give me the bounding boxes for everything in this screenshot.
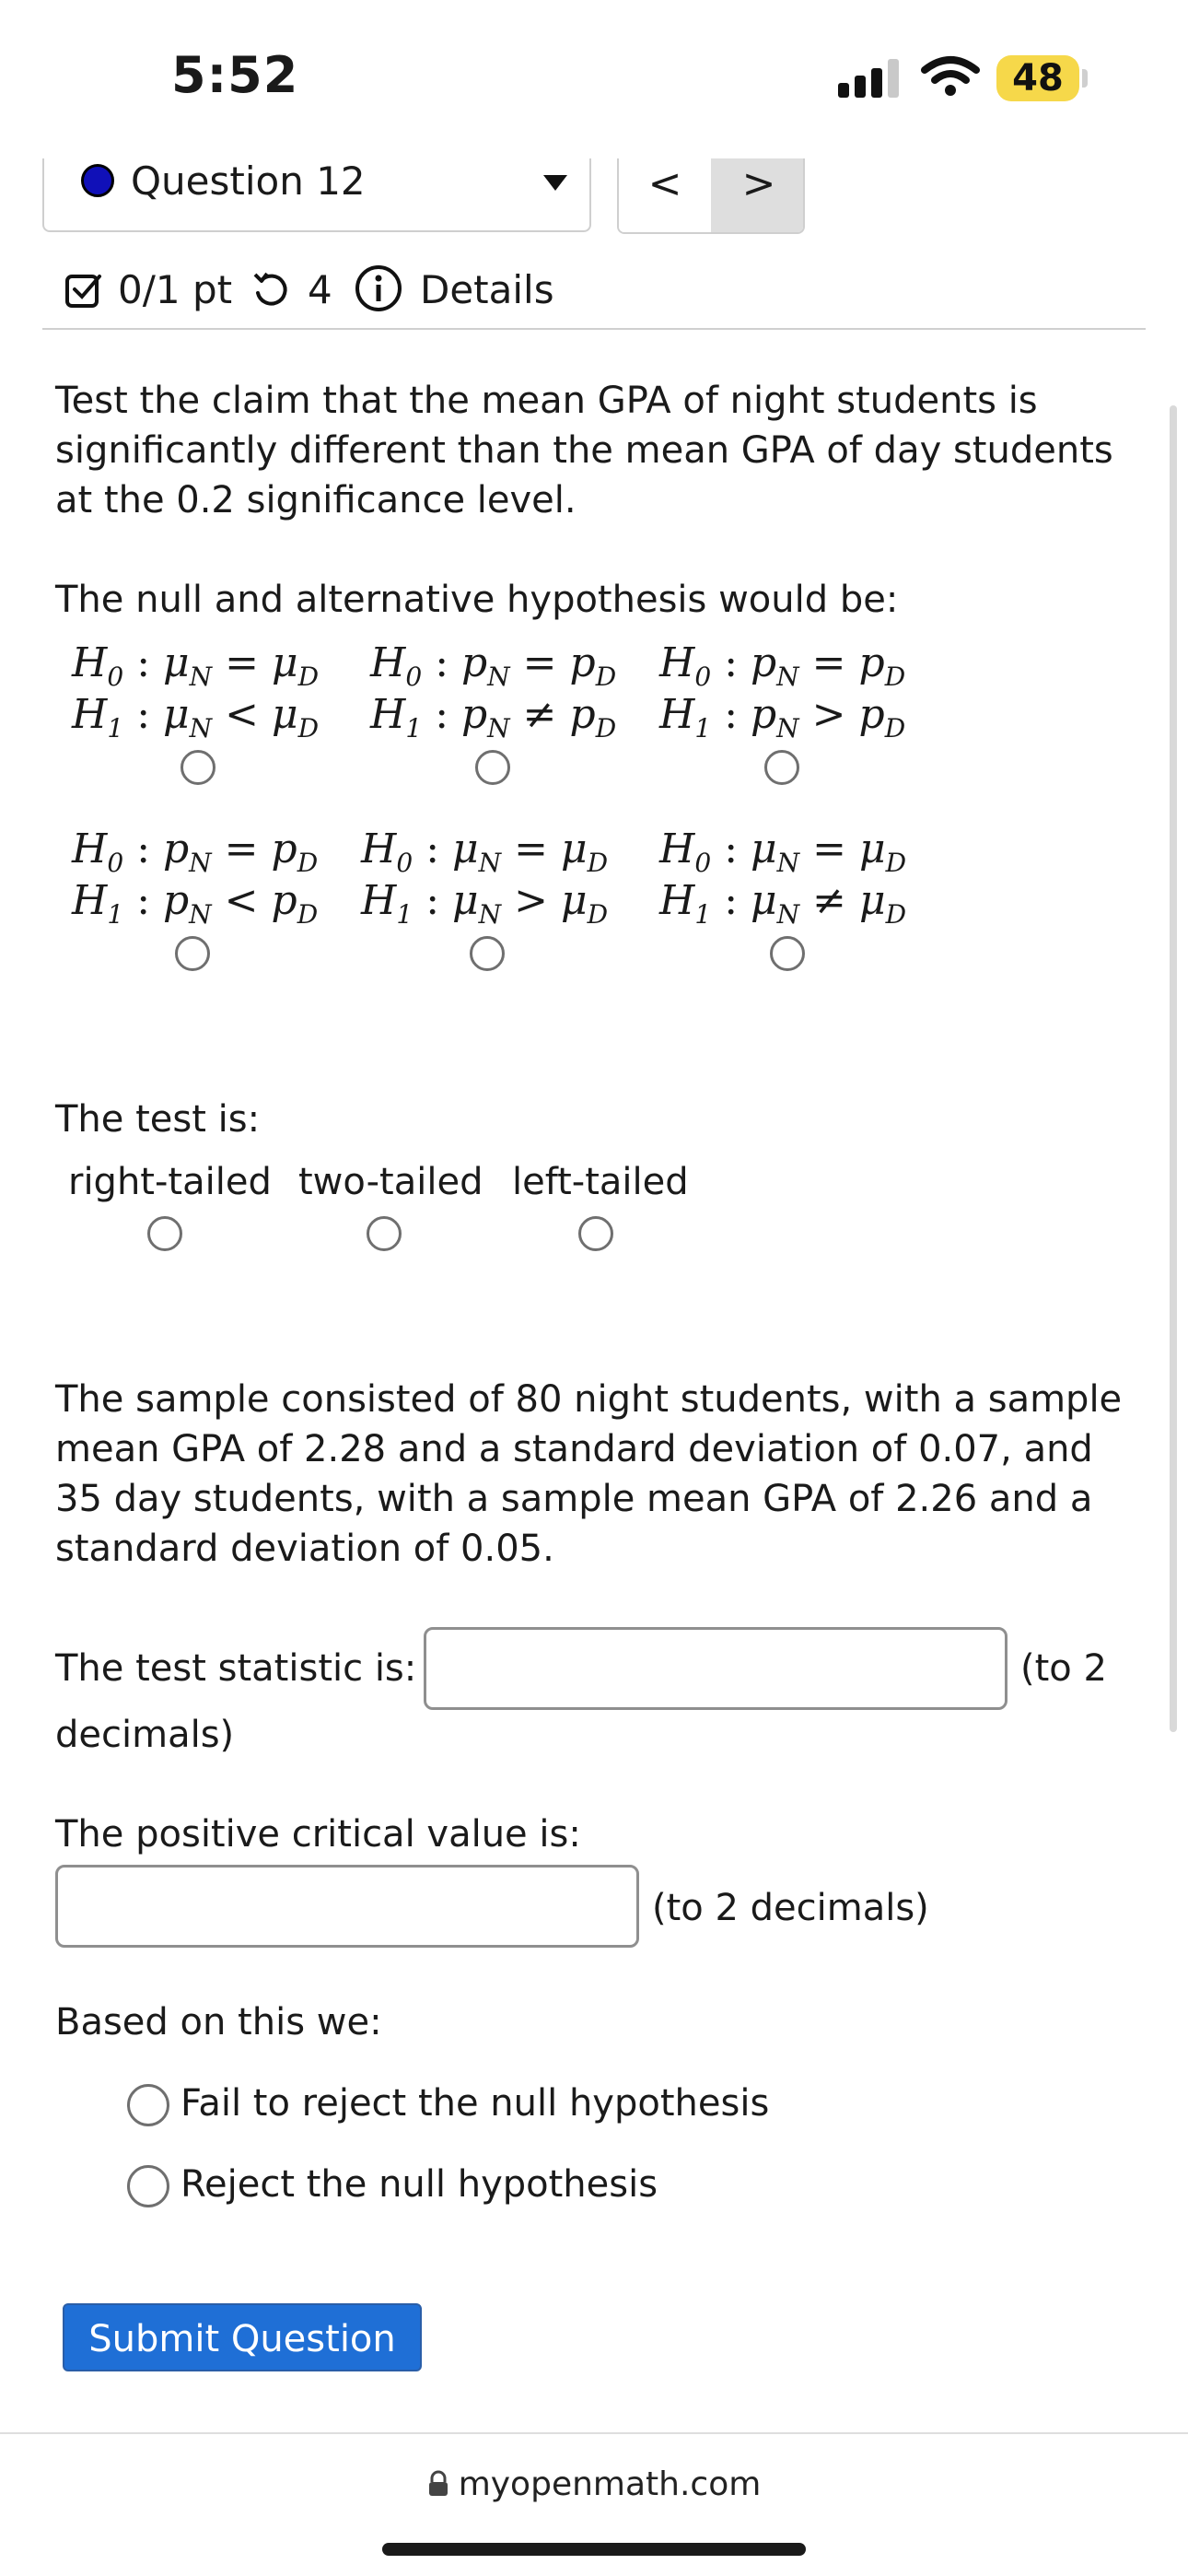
hypothesis-option-3-radio[interactable] — [764, 750, 799, 785]
hypothesis-option-2-h1: $H_1$ : $p_N \ne p_D$ — [370, 691, 617, 744]
test-type-option-label: two-tailed — [298, 1161, 483, 1203]
footer-divider — [0, 2432, 1188, 2434]
info-icon[interactable] — [354, 263, 403, 313]
hypothesis-option-1-h1: $H_1$ : $\mu_N < \mu_D$ — [72, 691, 320, 744]
url-text: myopenmath.com — [458, 2465, 762, 2503]
fail-to-reject-radio[interactable] — [127, 2084, 169, 2126]
hypothesis-option-4-h0: $H_0$ : $p_N = p_D$ — [72, 825, 319, 878]
hypothesis-option-4-h1: $H_1$ : $p_N < p_D$ — [72, 877, 319, 930]
hypothesis-option-6-h1: $H_1$ : $\mu_N \ne \mu_D$ — [659, 877, 907, 930]
reject-radio[interactable] — [127, 2165, 169, 2207]
hypothesis-option-5-h1: $H_1$ : $\mu_N > \mu_D$ — [361, 877, 609, 930]
test-type-option-label: right-tailed — [68, 1161, 272, 1203]
test-statistic-precision-hint: (to 2 — [1020, 1647, 1107, 1690]
question-select-label: Question 12 — [131, 158, 366, 204]
hypothesis-option-3-h1: $H_1$ : $p_N > p_D$ — [659, 691, 906, 744]
hypothesis-heading: The null and alternative hypothesis would be: — [55, 579, 899, 621]
fail-to-reject-label[interactable]: Fail to reject the null hypothesis — [181, 2082, 770, 2125]
caret-down-icon — [543, 175, 567, 191]
test-type-heading: The test is: — [55, 1098, 261, 1141]
conclusion-heading: Based on this we: — [55, 2001, 382, 2043]
submit-question-button[interactable]: Submit Question — [63, 2303, 422, 2371]
test-statistic-input[interactable] — [424, 1627, 1007, 1710]
wifi-icon — [921, 55, 980, 98]
attempts-count: 4 — [308, 267, 332, 312]
hypothesis-option-5-h0: $H_0$ : $\mu_N = \mu_D$ — [361, 825, 609, 878]
critical-value-label: The positive critical value is: — [55, 1813, 581, 1856]
question-status-dot — [81, 164, 114, 197]
browser-url-bar[interactable] — [0, 2465, 1188, 2503]
two-tailed-radio[interactable] — [367, 1216, 402, 1251]
sample-description: The sample consisted of 80 night students, with a sample mean GPA of 2.28 and a standard deviation of 0.07, and 35 day students, with a sample mean GPA of 2.26 and a standard deviation of 0.05. — [55, 1378, 1123, 1570]
critical-value-precision-hint: (to 2 decimals) — [652, 1887, 929, 1929]
question-prompt: Test the claim that the mean GPA of night students is significantly different than the mean GPA of day students at the 0.2 significance level. — [55, 380, 1113, 521]
hypothesis-option-2-radio[interactable] — [475, 750, 510, 785]
retry-icon — [250, 269, 293, 311]
previous-question-button[interactable]: < — [619, 158, 711, 232]
test-statistic-label: The test statistic is: — [55, 1647, 417, 1690]
hypothesis-option-2-h0: $H_0$ : $p_N = p_D$ — [370, 639, 617, 692]
lock-icon — [427, 2470, 449, 2498]
test-type-option-label: left-tailed — [512, 1161, 689, 1203]
hypothesis-option-6-radio[interactable] — [770, 936, 805, 971]
page-scrollbar[interactable] — [1170, 405, 1177, 1732]
reject-label[interactable]: Reject the null hypothesis — [181, 2163, 658, 2206]
hypothesis-option-6-h0: $H_0$ : $\mu_N = \mu_D$ — [659, 825, 907, 878]
test-statistic-precision-hint-cont: decimals) — [55, 1714, 235, 1756]
hypothesis-option-1-h0: $H_0$ : $\mu_N = \mu_D$ — [72, 639, 320, 692]
battery-indicator: 48 — [996, 55, 1079, 101]
hypothesis-option-4-radio[interactable] — [175, 936, 210, 971]
next-question-button[interactable]: > — [711, 158, 805, 232]
home-indicator[interactable] — [382, 2543, 806, 2556]
battery-nub — [1082, 69, 1088, 88]
checkbox-score-icon — [64, 271, 103, 310]
left-tailed-radio[interactable] — [578, 1216, 613, 1251]
hypothesis-option-1-radio[interactable] — [181, 750, 215, 785]
hypothesis-option-5-radio[interactable] — [470, 936, 505, 971]
hypothesis-option-3-h0: $H_0$ : $p_N = p_D$ — [659, 639, 906, 692]
right-tailed-radio[interactable] — [147, 1216, 182, 1251]
critical-value-input[interactable] — [55, 1865, 639, 1948]
score-text: 0/1 pt — [118, 267, 233, 312]
details-link[interactable]: Details — [420, 267, 554, 312]
divider — [42, 328, 1146, 330]
status-time: 5:52 — [171, 46, 299, 104]
question-nav-buttons — [617, 158, 805, 234]
cellular-signal-icon — [838, 59, 901, 98]
